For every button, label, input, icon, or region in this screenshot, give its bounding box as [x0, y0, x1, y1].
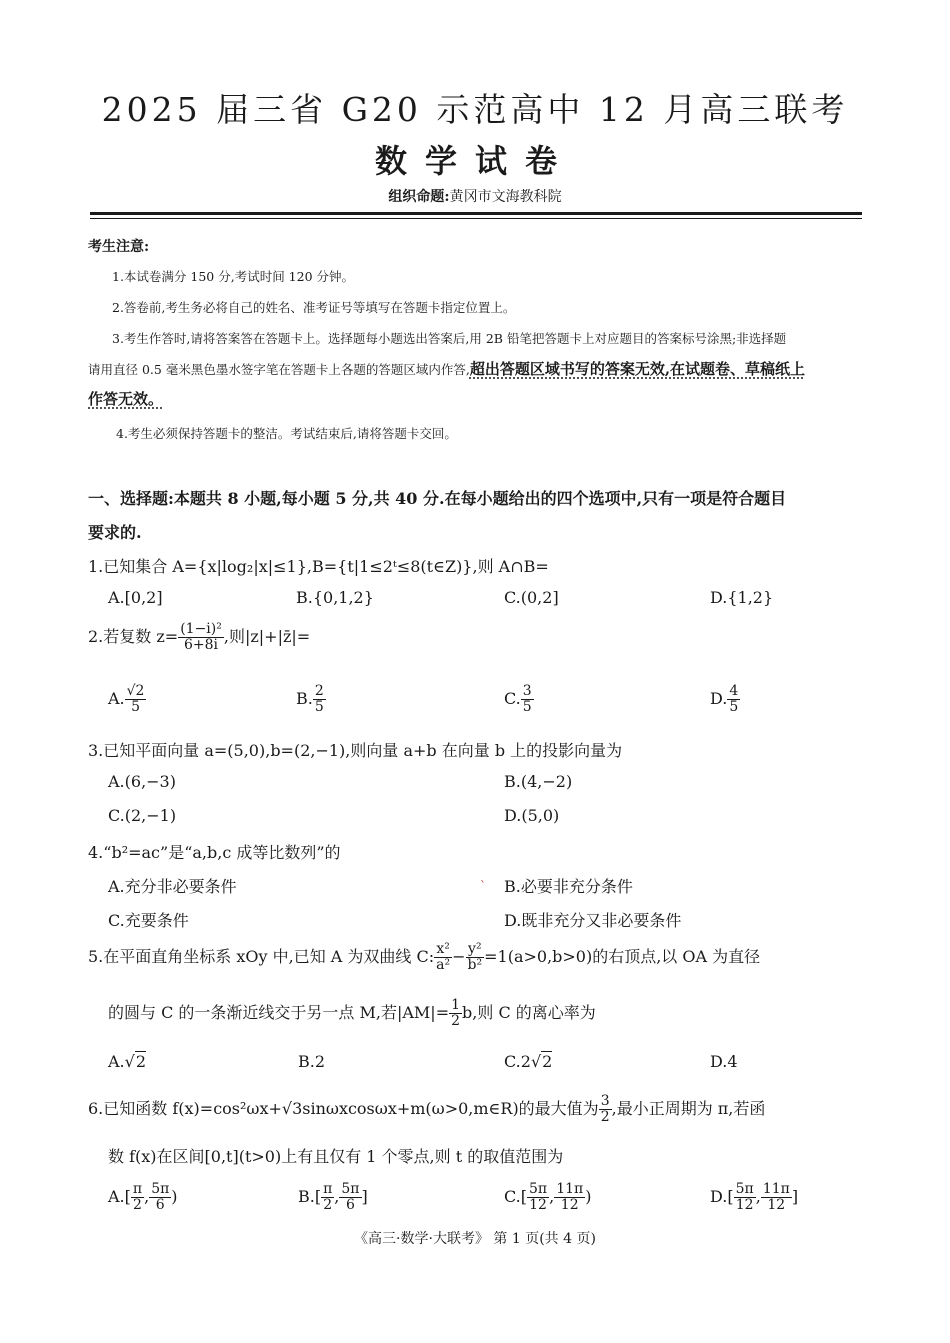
- q6-a-frac2-den: 6: [155, 1197, 165, 1213]
- q5-part1: 5.在平面直角坐标系 xOy 中,已知 A 为双曲线 C:: [88, 947, 435, 966]
- q5-part2: =1(a>0,b>0)的右顶点,以 OA 为直径: [484, 947, 761, 966]
- q6-c-frac2-num: 11π: [556, 1181, 584, 1197]
- q6-c-frac1-den: 12: [529, 1197, 547, 1213]
- notice-item-2: 2.答卷前,考生务必将自己的姓名、准考证号等填写在答题卡指定位置上。: [112, 300, 516, 315]
- q6-c-comma: ,: [549, 1187, 555, 1206]
- q3-option-d: D.(5,0): [504, 806, 560, 825]
- question-2-stem: [88, 622, 310, 653]
- question-1-stem: 1.已知集合 A={x|log₂|x|≤1},B={t|1≤2ᵗ≤8(t∈Z)},则 A∩B=: [88, 557, 549, 576]
- q6-d-frac2-den: 12: [767, 1197, 786, 1213]
- q5-option-b: B.2: [298, 1052, 326, 1071]
- q6-option-b-label: B.[: [298, 1187, 322, 1206]
- q6-b-frac2-num: 5π: [341, 1181, 360, 1197]
- q5-frac-y-den: b²: [467, 957, 483, 973]
- stray-pen-mark: ˋ: [480, 879, 486, 893]
- section-1-line2: 要求的.: [88, 523, 142, 542]
- q6-b-frac2-den: 6: [345, 1197, 355, 1213]
- q2-stem-prefix: 2.若复数 z=: [88, 627, 179, 646]
- q6-b-frac2: [339, 1182, 361, 1213]
- q3-option-c: C.(2,−1): [108, 806, 177, 825]
- notice-title: 考生注意:: [88, 239, 150, 255]
- q6-option-d: [710, 1182, 798, 1213]
- notice-item-3-line3: 作答无效。: [88, 390, 164, 408]
- q6-d-frac1-num: 5π: [735, 1181, 754, 1197]
- q1-option-b: B.{0,1,2}: [296, 588, 374, 607]
- q5-frac-x-num: x²: [434, 942, 452, 958]
- q6-option-a-label: A.[: [108, 1187, 131, 1206]
- q2-option-b-label: B.: [296, 689, 313, 708]
- q3-option-a: A.(6,−3): [108, 772, 176, 791]
- exam-subtitle: 数学试卷: [374, 142, 575, 180]
- q6-c-frac1-num: 5π: [529, 1181, 548, 1197]
- q2-option-b-den: 5: [314, 699, 324, 715]
- organizer-label: 组织命题:: [388, 189, 450, 205]
- q6-option-c: [504, 1182, 591, 1213]
- q6-a-frac1: [131, 1182, 144, 1213]
- exam-title: 2025 届三省 G20 示范高中 12 月高三联考: [101, 90, 849, 129]
- header-rule-thick: [90, 212, 862, 215]
- q6-c-frac2: [554, 1182, 585, 1213]
- q6-b-close: ]: [361, 1187, 368, 1206]
- q6-part1: 6.已知函数 f(x)=cos²ωx+√3sinωxcosωx+m(ω>0,m∈R)的最大值为: [88, 1099, 599, 1118]
- q5-frac-x-den: a²: [436, 957, 451, 973]
- q5-line2-suffix: b,则 C 的离心率为: [462, 1003, 596, 1022]
- q5-half: [449, 998, 462, 1029]
- q6-c-frac1: [527, 1182, 549, 1213]
- q1-option-c: C.(0,2]: [504, 588, 559, 607]
- q2-option-d-label: D.: [710, 689, 728, 708]
- notice-item-3-emphasis: 超出答题区域书写的答案无效,在试题卷、草稿纸上: [469, 360, 806, 378]
- q5-minus: −: [452, 947, 466, 966]
- q2-fraction: [178, 622, 224, 653]
- question-5-stem-line1: [88, 942, 760, 973]
- q5-frac-y-num: y²: [466, 942, 485, 958]
- q2-option-b: [296, 684, 326, 715]
- question-6-stem-line2: 数 f(x)在区间[0,t](t>0)上有且仅有 1 个零点,则 t 的取值范围为: [108, 1147, 564, 1166]
- q2-option-c-frac: [521, 684, 534, 715]
- q4-option-c: C.充要条件: [108, 911, 189, 930]
- question-4-stem: 4.“b²=ac”是“a,b,c 成等比数列”的: [88, 843, 341, 862]
- section-1-line1: 一、选择题:本题共 8 小题,每小题 5 分,共 40 分.在每小题给出的四个选项中,只有一项是符合题目: [88, 489, 787, 508]
- q6-b-frac1-num: π: [323, 1181, 333, 1197]
- page-footer: 《高三·数学·大联考》 第 1 页(共 4 页): [354, 1231, 596, 1247]
- q2-option-a-frac: [125, 684, 147, 715]
- q5-half-den: 2: [451, 1013, 461, 1029]
- q6-c-frac2-den: 12: [560, 1197, 579, 1213]
- q6-d-close: ]: [791, 1187, 799, 1206]
- q1-option-d: D.{1,2}: [710, 588, 774, 607]
- q5-option-a: [108, 1052, 146, 1071]
- notice-item-4: 4.考生必须保持答题卡的整洁。考试结束后,请将答题卡交回。: [116, 426, 457, 441]
- q2-option-c: [504, 684, 534, 715]
- q5-line2-prefix: 的圆与 C 的一条渐近线交于另一点 M,若|AM|=: [108, 1003, 450, 1022]
- organizer-name: 黄冈市文海教科院: [449, 189, 562, 205]
- q6-option-a: [108, 1182, 178, 1213]
- q5-option-a-label: A.: [108, 1052, 125, 1071]
- notice-item-1: 1.本试卷满分 150 分,考试时间 120 分钟。: [112, 269, 355, 284]
- q2-stem-suffix: ,则|z|+|z̄|=: [223, 627, 311, 646]
- q2-option-a-num: √2: [126, 683, 145, 699]
- q2-option-d-num: 4: [729, 683, 739, 699]
- q2-option-b-num: 2: [314, 683, 324, 699]
- q6-a-frac1-num: π: [132, 1181, 143, 1197]
- q6-a-frac2-num: 5π: [151, 1181, 170, 1197]
- q2-option-c-label: C.: [504, 689, 521, 708]
- question-5-stem-line2: [108, 998, 596, 1029]
- q6-b-frac1-den: 2: [323, 1197, 333, 1213]
- q5-option-d: D.4: [710, 1052, 738, 1071]
- q5-frac-x: [434, 942, 452, 973]
- q5-option-c-label: C.2: [504, 1052, 531, 1071]
- sqrt-symbol-icon: √: [124, 1052, 135, 1071]
- q2-option-c-den: 5: [522, 699, 532, 715]
- q6-b-frac1: [321, 1182, 334, 1213]
- organizer-line: [0, 186, 950, 206]
- header-rule-thin: [90, 218, 862, 219]
- q4-option-b: B.必要非充分条件: [504, 877, 633, 896]
- q4-option-d: D.既非充分又非必要条件: [504, 911, 682, 930]
- sqrt-symbol-icon: √: [530, 1052, 542, 1071]
- q6-d-frac1-den: 12: [735, 1197, 754, 1213]
- q2-option-b-frac: [313, 684, 326, 715]
- q6-b-comma: ,: [334, 1187, 340, 1206]
- q5-frac-y: [466, 942, 485, 973]
- q2-option-d: [710, 684, 740, 715]
- question-3-stem: 3.已知平面向量 a=(5,0),b=(2,−1),则向量 a+b 在向量 b 上的投影向量为: [88, 741, 623, 760]
- q2-option-c-num: 3: [522, 683, 532, 699]
- q6-a-frac2: [149, 1182, 171, 1213]
- q1-option-a: A.[0,2]: [108, 588, 163, 607]
- q6-d-frac1: [734, 1182, 756, 1213]
- q2-option-a-den: 5: [131, 699, 141, 715]
- q5-option-c: [504, 1052, 552, 1071]
- notice-item-3-line2a: 请用直径 0.5 毫米黑色墨水签字笔在答题卡上各题的答题区域内作答,: [88, 362, 470, 377]
- notice-item-3-line1: 3.考生作答时,请将答案答在答题卡上。选择题每小题选出答案后,用 2B 铅笔把答题卡上对应题目的答案标号涂黑;非选择题: [112, 331, 787, 346]
- q6-max-den: 2: [600, 1109, 610, 1125]
- q6-d-comma: ,: [755, 1187, 761, 1206]
- q2-option-a: [108, 684, 146, 715]
- q2-fraction-num: (1−i)²: [180, 621, 222, 637]
- q2-fraction-den: 6+8i: [184, 637, 219, 653]
- q5-option-c-radicand: 2: [542, 1052, 553, 1071]
- q3-option-b: B.(4,−2): [504, 772, 573, 791]
- q6-part2: ,最小正周期为 π,若函: [611, 1099, 766, 1118]
- q6-c-close: ): [585, 1187, 592, 1206]
- q6-d-frac2-num: 11π: [762, 1181, 790, 1197]
- notice-item-3-line2: [88, 358, 805, 379]
- q5-option-a-radicand: 2: [135, 1052, 147, 1071]
- q6-max-num: 3: [600, 1093, 610, 1109]
- q6-d-frac2: [761, 1182, 792, 1213]
- q4-option-a: A.充分非必要条件: [108, 877, 237, 896]
- q2-option-d-den: 5: [729, 699, 739, 715]
- q6-a-comma: ,: [144, 1187, 150, 1206]
- q2-option-a-label: A.: [108, 689, 125, 708]
- q6-a-frac1-den: 2: [133, 1197, 142, 1213]
- q6-max-frac: [599, 1094, 612, 1125]
- q5-half-num: 1: [451, 997, 461, 1013]
- q6-option-b: [298, 1182, 368, 1213]
- q6-option-d-label: D.[: [710, 1187, 734, 1206]
- q6-a-close: ): [171, 1187, 178, 1206]
- q6-option-c-label: C.[: [504, 1187, 527, 1206]
- q2-option-d-frac: [727, 684, 740, 715]
- question-6-stem-line1: [88, 1094, 765, 1125]
